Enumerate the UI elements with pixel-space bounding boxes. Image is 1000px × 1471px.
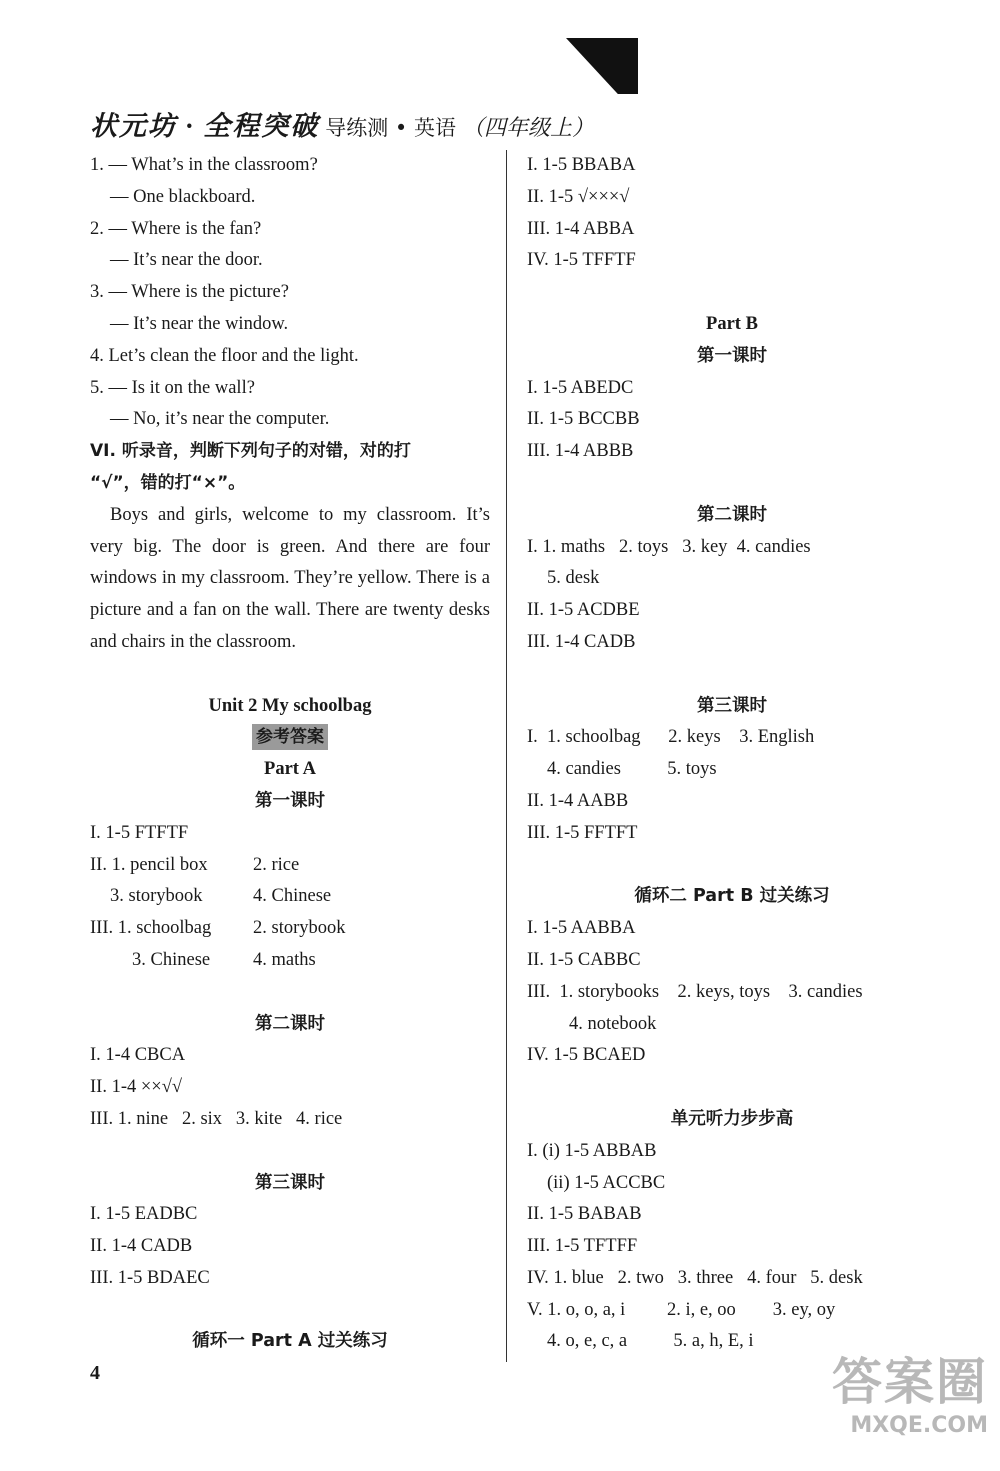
answer-line: 3. storybook 4. Chinese: [110, 886, 332, 907]
answer-line: II. 1-4 CADB: [90, 1236, 193, 1257]
answer-line: III. 1-5 TFTFF: [527, 1236, 638, 1257]
answer-line: II. 1-5 √×××√: [527, 186, 630, 207]
answer-line: III. 1-4 ABBB: [527, 441, 634, 462]
answer-line: III. 1. nine 2. six 3. kite 4. rice: [90, 1108, 343, 1129]
answer-line: III. 1-4 CADB: [527, 631, 636, 652]
header-brand: 状元坊 · 全程突破: [90, 111, 320, 141]
dialog-line: — It’s near the window.: [110, 313, 289, 334]
answer-line: I. 1-5 EADBC: [90, 1204, 198, 1225]
lesson-2-heading: 第二课时: [255, 1013, 325, 1034]
answer-line: III. 1-4 ABBA: [527, 218, 635, 239]
part-a-heading: Part A: [264, 759, 316, 780]
lesson-1-heading: 第一课时: [697, 345, 767, 366]
answer-line: III. 1. storybooks 2. keys, toys 3. candies: [527, 981, 863, 1002]
answer-line: (ii) 1-5 ACCBC: [547, 1172, 666, 1193]
column-divider: [506, 150, 507, 1362]
answer-line: 5. desk: [547, 568, 600, 589]
answer-line: II. 1. pencil box 2. rice: [90, 854, 300, 875]
answer-line: I. 1-5 FTFTF: [90, 822, 189, 843]
lesson-3-heading: 第三课时: [697, 695, 767, 716]
answer-line: II. 1-4 ××√√: [90, 1077, 183, 1098]
answer-line: III. 1-5 FFTFT: [527, 822, 638, 843]
listening-passage: Boys and girls, welcome to my classroom. It’s very big. The door is green. And there are four windows in my classroom. They’re yellow. There is a picture and a fan on the wall. There are twenty desks and chairs in the classroom.: [90, 504, 490, 652]
answer-line: III. 1-5 BDAEC: [90, 1267, 210, 1288]
section-6-instruction-cont: “√”，错的打“×”。: [90, 472, 246, 493]
left-column: [90, 150, 490, 1358]
right-column: [527, 150, 937, 1358]
answer-line: I. 1. maths 2. toys 3. key 4. candies: [527, 536, 811, 557]
watermark-url: MXQE.COM: [850, 1413, 988, 1438]
dialog-line: 5. — Is it on the wall?: [90, 377, 255, 398]
answer-line: I. (i) 1-5 ABBAB: [527, 1140, 657, 1161]
part-b-heading: Part B: [706, 313, 758, 334]
answer-line: 4. candies 5. toys: [547, 759, 717, 780]
answer-line: I. 1-5 AABBA: [527, 918, 636, 939]
answer-line: 3. Chinese 4. maths: [132, 949, 316, 970]
dialog-line: 3. — Where is the picture?: [90, 282, 289, 303]
answer-line: II. 1-5 ACDBE: [527, 600, 640, 621]
unit-listening-heading: 单元听力步步高: [670, 1108, 794, 1129]
answer-line: 4. notebook: [569, 1013, 657, 1034]
answer-line: I. 1. schoolbag 2. keys 3. English: [527, 727, 815, 748]
answer-line: IV. 1. blue 2. two 3. three 4. four 5. desk: [527, 1267, 863, 1288]
answer-line: II. 1-5 CABBC: [527, 949, 641, 970]
lesson-3-heading: 第三课时: [255, 1172, 325, 1193]
dialog-line: 2. — Where is the fan?: [90, 218, 262, 239]
dialog-line: 1. — What’s in the classroom?: [90, 155, 318, 175]
dialog-line: — One blackboard.: [110, 186, 256, 207]
watermark-logo-text: 答案圈: [832, 1353, 988, 1411]
section-6-instruction: VI. 听录音，判断下列句子的对错，对的打: [90, 441, 411, 462]
answer-line: IV. 1-5 TFFTF: [527, 250, 636, 271]
dialog-line: 4. Let’s clean the floor and the light.: [90, 345, 359, 366]
page-number: 4: [90, 1362, 100, 1384]
loop-2-heading: 循环二 Part B 过关练习: [634, 886, 830, 907]
header-subject: 导练测 • 英语: [325, 116, 456, 140]
answer-line: I. 1-5 ABEDC: [527, 377, 634, 398]
answer-line: 4. o, e, c, a 5. a, h, E, i: [547, 1331, 754, 1352]
unit-title: Unit 2 My schoolbag: [208, 695, 372, 716]
answer-line: II. 1-4 AABB: [527, 790, 629, 811]
site-watermark: [768, 1351, 988, 1461]
dialog-line: — No, it’s near the computer.: [110, 409, 330, 430]
answer-line: IV. 1-5 BCAED: [527, 1045, 646, 1066]
dialog-line: — It’s near the door.: [110, 250, 263, 271]
answer-line: III. 1. schoolbag 2. storybook: [90, 918, 346, 939]
lesson-1-heading: 第一课时: [255, 790, 325, 811]
corner-tab-shape: [566, 38, 638, 94]
page-header: [90, 104, 594, 144]
answer-line: I. 1-4 CBCA: [90, 1045, 186, 1066]
answer-line: II. 1-5 BABAB: [527, 1204, 642, 1225]
lesson-2-heading: 第二课时: [697, 504, 767, 525]
answer-line: V. 1. o, o, a, i 2. i, e, oo 3. ey, oy: [527, 1299, 836, 1320]
answer-line: II. 1-5 BCCBB: [527, 409, 640, 430]
answers-label: 参考答案: [252, 724, 328, 750]
answer-line: I. 1-5 BBABA: [527, 155, 636, 175]
header-grade: （四年级上）: [462, 115, 595, 140]
loop-1-heading: 循环一 Part A 过关练习: [192, 1331, 388, 1352]
